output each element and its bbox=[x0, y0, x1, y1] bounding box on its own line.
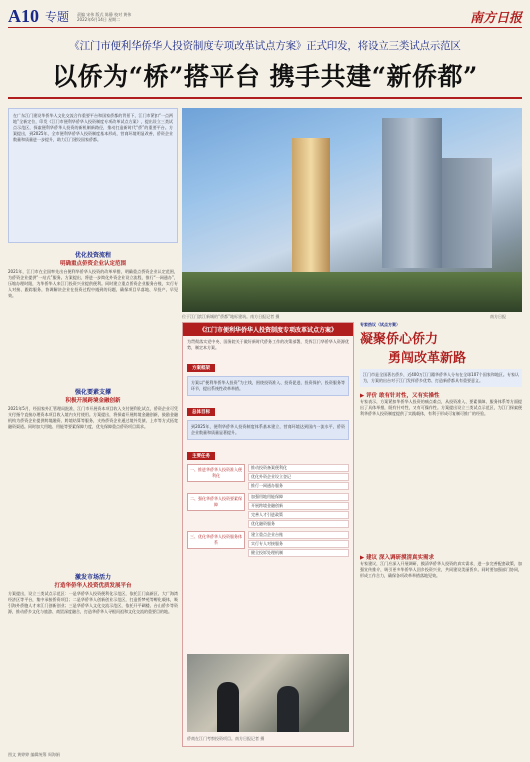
section-title-1: 优化投资流程 bbox=[74, 252, 111, 259]
tag-framework: 方案框架 bbox=[187, 364, 215, 372]
framework-box bbox=[187, 376, 349, 396]
plan-box-title: 《江门市便利华侨华人投资制度专项改革试点方案》 bbox=[183, 323, 353, 336]
task-item: 实行专人对接服务 bbox=[248, 540, 349, 548]
building-shape bbox=[382, 118, 442, 268]
commentary-heading-1: ▶ 评价 敢有针对性，又有实操性 bbox=[360, 393, 440, 399]
plan-intro: 为贯彻落实党中央、国务院关于做好新时代侨务工作的决策部署，发挥江门华侨华人资源优势，制定本方案。 bbox=[187, 339, 349, 350]
building-shape bbox=[442, 158, 492, 268]
task-group-2 bbox=[187, 493, 349, 529]
section-label: 专题 bbox=[45, 10, 70, 24]
footer-credits: 图文 黄婷婷 编辑统筹 周海娟 bbox=[8, 752, 60, 757]
task-group-label: 一、推进华侨华人投资准入便利化 bbox=[187, 464, 245, 482]
right-column bbox=[360, 322, 522, 711]
headline-rule bbox=[8, 97, 522, 99]
section-subtitle-2: 积极开展跨境金融创新 bbox=[65, 398, 121, 404]
task-group-1 bbox=[187, 464, 349, 491]
tag-tasks: 主要任务 bbox=[187, 452, 215, 460]
bottom-photo bbox=[187, 654, 349, 732]
issue-date: 2022年6月14日 星期二 bbox=[77, 16, 121, 22]
masthead bbox=[8, 6, 522, 28]
section-title-3: 激发市场活力 bbox=[74, 574, 111, 581]
main-headline: 以侨为“桥”搭平台 携手共建“新侨都” bbox=[52, 62, 478, 91]
section-text-1: 2021年，江门市在全国率先出台便利华侨华人投资的改革举措，明确重点侨资企业认定范围，为侨资企业提供“一站式”服务。方案提出，将进一步简化外资企业设立流程，推行“一网通办”，压缩办理时限，为华侨华人来江门投资兴业提供便利。同时建立重点侨资企业服务台账，实行专人对接、跟踪服务，协调解决企业在投资过程中遇到的问题，确保项目早落地、早投产、早见效。 bbox=[8, 269, 178, 298]
left-column bbox=[8, 250, 178, 741]
task-item: 推动投资备案便利化 bbox=[248, 464, 349, 472]
task-item: 健全投诉处理机制 bbox=[248, 549, 349, 557]
section-text-3: 方案提出，设立三类试点示范区：一是华侨华人投资便利化示范区，依托江门高新区、大广海湾经济区等平台，集中承接侨资项目；二是华侨华人创新创业示范区，打造侨梦苑等孵化载体，吸引海外侨胞人才来江门创新创业；三是华侨华人文化交流示范区，依托开平碉楼、台山侨乡等资源，推动侨乡文化与旅游、商贸深度融合，打造华侨华人寻根问祖和文化交流的重要目的地。 bbox=[8, 591, 178, 614]
bottom-photo-caption: 侨商在江门考察投资项目。南方日报记者 摄 bbox=[187, 736, 265, 741]
person-shape bbox=[277, 686, 299, 732]
task-item: 优化外资企业设立登记 bbox=[248, 473, 349, 481]
section-title-2: 强化要素支撑 bbox=[74, 389, 111, 396]
person-shape bbox=[217, 682, 239, 732]
commentary-kicker: 专家热议（试点方案） bbox=[360, 322, 400, 327]
task-item: 优化融资服务 bbox=[248, 520, 349, 528]
commentary-title-line1: 凝聚侨心侨力 bbox=[360, 332, 439, 347]
task-item: 推行一网通办服务 bbox=[248, 482, 349, 490]
plan-summary-box bbox=[182, 322, 354, 747]
newspaper-logo: 南方日报 bbox=[469, 11, 522, 26]
task-item: 完善人才引进政策 bbox=[248, 511, 349, 519]
photo-credit: 南方日报 bbox=[490, 314, 506, 319]
task-group-3 bbox=[187, 531, 349, 558]
goal-box bbox=[187, 420, 349, 440]
trees-shape bbox=[182, 272, 522, 312]
commentary-title-line2: 勇闯改革新路 bbox=[388, 351, 467, 366]
tag-goal: 总体目标 bbox=[187, 408, 215, 416]
task-group-label: 二、强化华侨华人投资要素保障 bbox=[187, 493, 245, 511]
page-number: A10 bbox=[8, 6, 39, 26]
lead-text: 在广东江门建设华侨华人文化交流合作重要平台和国家侨都的背景下，江门市紧扣“一点两地”全新定位，印发《江门市便利华侨华人投资制度专项改革试点方案》，提出设立三类试点示范区，探索便利华侨华人投资的新机制新路径，推动打造新时代“侨”的重要平台。方案提出，到2025年，全市便利华侨华人投资制度基本形成，营商环境明显改善，侨资企业数量和质量进一步提升，助力江门建设国家侨都。 bbox=[13, 113, 173, 142]
photo-caption: 位于江门滨江新城的“侨都”地标建筑。南方日报记者 摄 bbox=[182, 314, 280, 319]
framework-text: 方案以“便利华侨华人投资”为主线，围绕投资准入、投资促进、投资保护、投资服务等环节，提出系统性改革举措。 bbox=[191, 380, 345, 391]
commentary-intro: 江门市是全国著名侨乡，近400万江门籍华侨华人分布在全球107个国家和地区。专家认为，方案的出台对于江门发挥侨乡优势、打造新侨都具有重要意义。 bbox=[360, 369, 522, 387]
sub-headline: 《江门市便利华侨华人投资制度专项改革试点方案》正式印发，将设立三类试点示范区 bbox=[69, 40, 461, 52]
task-item: 开展跨境金融创新 bbox=[248, 502, 349, 510]
task-group-label: 三、优化华侨华人投资服务体系 bbox=[187, 531, 245, 549]
task-item: 建立重点企业台账 bbox=[248, 531, 349, 539]
section-subtitle-3: 打造华侨华人投资优质发展平台 bbox=[54, 583, 132, 589]
commentary-text-2: 专家建议，江门应深入开展调研，摸清华侨华人投资的真实需求，进一步完善配套政策，加强宣传推介，吸引更多华侨华人回乡投资兴业，共同建设美丽侨乡。同时要加强部门协同，形成工作合力，确保各项改革举措落地见效。 bbox=[360, 561, 522, 578]
main-photo bbox=[182, 108, 522, 312]
commentary-heading-2: ▶ 建议 深入调研摸清真实需求 bbox=[360, 555, 435, 561]
masthead-meta bbox=[77, 12, 131, 22]
editor-credits: 责编 宋伟 版式 陈静 校对 黄伟 bbox=[77, 11, 132, 17]
section-text-2: 2021年5月，经国家外汇管理局批准，江门市开展资本项目收入支付便利化试点，侨资企业可凭支付指令直接办理资本项目收入境内支付使用。方案提出，将探索开展跨境金融创新，鼓励金融机构为侨资企业提供跨境融资、跨境结算等服务，支持侨资企业通过境外发债、上市等方式拓宽融资渠道。同时加大用地、用能等要素保障力度，优先保障重点侨资项目需求。 bbox=[8, 406, 178, 429]
lead-paragraph-box bbox=[8, 108, 178, 243]
goal-text: 到2025年，便利华侨华人投资制度体系基本建立，营商环境达到国内一流水平，侨资企业数量和质量显著提升。 bbox=[191, 424, 345, 435]
task-item: 加强用地用能保障 bbox=[248, 493, 349, 501]
section-subtitle-1: 明确重点侨资企业认定范围 bbox=[59, 261, 126, 267]
commentary-text-1: 专家表示，方案紧扣华侨华人投资的痛点难点，从投资准入、要素保障、服务体系等方面提出了具体举措，既有针对性，又有可操作性。方案提出设立三类试点示范区，为江门探索便利华侨华人投资制度提供了实践载体，有利于形成可复制可推广的经验。 bbox=[360, 399, 522, 416]
